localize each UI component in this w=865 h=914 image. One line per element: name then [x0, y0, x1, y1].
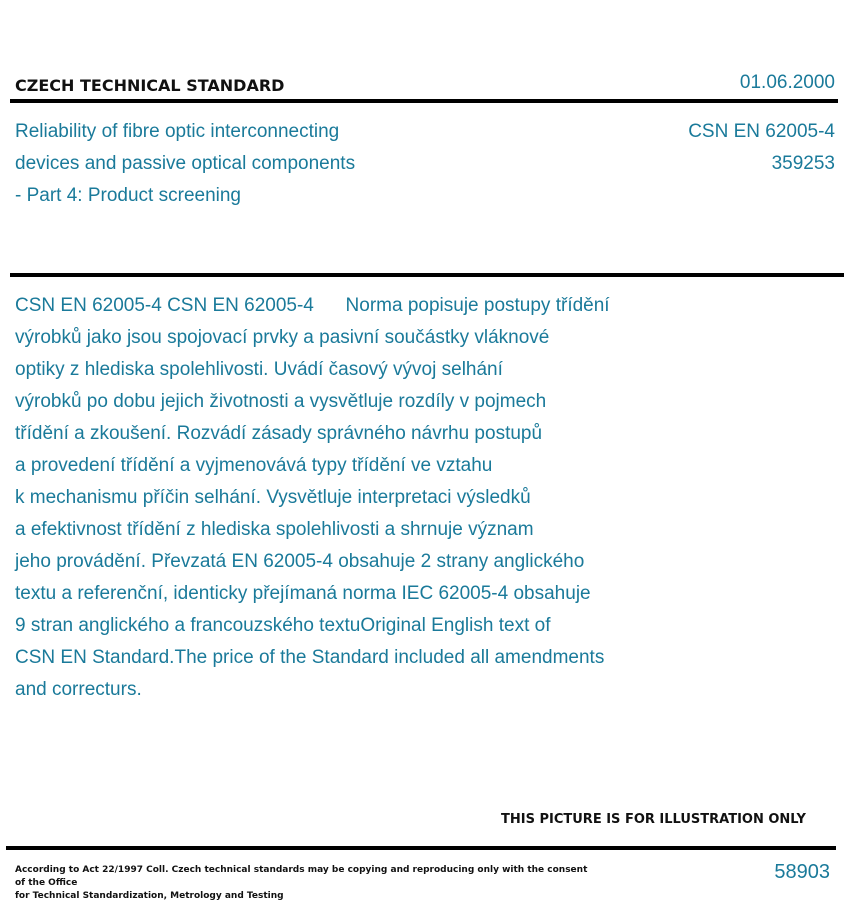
- title-line: - Part 4: Product screening: [15, 185, 241, 206]
- description-line: textu a referenční, identicky přejímaná norma IEC 62005-4 obsahuje: [15, 583, 591, 604]
- title-line: Reliability of fibre optic interconnecting: [15, 121, 340, 142]
- description-line: and correcturs.: [15, 679, 142, 700]
- description-line: optiky z hlediska spolehlivosti. Uvádí časový vývoj selhání: [15, 359, 503, 380]
- description-line: a efektivnost třídění z hlediska spolehlivosti a shrnuje význam: [15, 519, 534, 540]
- description-line: CSN EN Standard.The price of the Standard included all amendments: [15, 647, 605, 668]
- description-line: výrobků po dobu jejich životnosti a vysvětluje rozdíly v pojmech: [15, 391, 547, 412]
- footer-divider: [6, 846, 836, 850]
- document-number: 58903: [774, 861, 830, 883]
- copyright-line: According to Act 22/1997 Coll. Czech technical standards may be copying and reproducing only with the consent of the Office: [15, 865, 588, 888]
- title-line: devices and passive optical components: [15, 153, 356, 174]
- catalog-number: 359253: [771, 153, 835, 174]
- standard-codes: [688, 116, 835, 180]
- description-line: CSN EN 62005-4 CSN EN 62005-4 Norma popisuje postupy třídění: [15, 295, 610, 316]
- copyright-note: [15, 864, 595, 903]
- description-line: 9 stran anglického a francouzského textuOriginal English text of: [15, 615, 551, 636]
- publication-date: 01.06.2000: [739, 72, 835, 93]
- standard-title: [15, 116, 455, 212]
- document-type-label: CZECH TECHNICAL STANDARD: [15, 76, 285, 95]
- description-line: a provedení třídění a vyjmenovává typy třídění ve vztahu: [15, 455, 493, 476]
- standard-description: [15, 290, 705, 706]
- illustration-disclaimer: THIS PICTURE IS FOR ILLUSTRATION ONLY: [501, 812, 806, 827]
- header-divider: [10, 99, 838, 103]
- title-divider: [10, 273, 844, 277]
- description-line: třídění a zkoušení. Rozvádí zásady správného návrhu postupů: [15, 423, 543, 444]
- description-line: jeho provádění. Převzatá EN 62005-4 obsahuje 2 strany anglického: [15, 551, 585, 572]
- standard-code: CSN EN 62005-4: [688, 121, 835, 142]
- description-line: výrobků jako jsou spojovací prvky a pasivní součástky vláknové: [15, 327, 550, 348]
- description-line: k mechanismu příčin selhání. Vysvětluje interpretaci výsledků: [15, 487, 531, 508]
- copyright-line: for Technical Standardization, Metrology and Testing: [15, 891, 284, 901]
